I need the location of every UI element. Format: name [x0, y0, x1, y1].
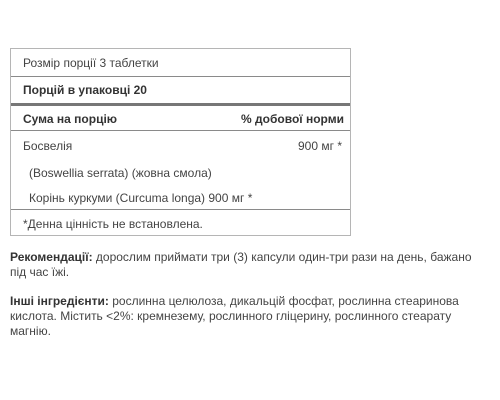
divider	[11, 209, 350, 210]
divider	[11, 76, 350, 77]
recommendations-label: Рекомендації:	[10, 250, 93, 264]
other-ingredients-text: рослинна целюлоза, дикальцій фосфат, рослинна стеаринова кислота. Містить <2%: кремнезему, рослинного гліцерину, рослинного стеарату магнію.	[10, 294, 459, 338]
footnote: *Денна цінність не встановлена.	[23, 217, 203, 231]
servings-per-container: Порцій в упаковці 20	[23, 83, 147, 97]
other-ingredients	[10, 294, 480, 339]
supplement-facts-table	[10, 48, 351, 236]
recommendations-text: дорослим приймати три (3) капсули один-три рази на день, бажано під час їжі.	[10, 250, 472, 279]
thick-divider	[11, 103, 350, 106]
divider	[11, 130, 350, 131]
ingredient-name: Корінь куркуми (Curcuma longa) 900 мг *	[29, 191, 253, 205]
other-ingredients-label: Інші інгредієнти:	[10, 294, 109, 308]
daily-value-header: % добової норми	[241, 112, 344, 126]
amount-per-serving-header: Сума на порцію	[23, 112, 118, 126]
ingredient-amount: 900 мг *	[298, 139, 342, 153]
ingredient-name: Босвелія	[23, 139, 73, 153]
ingredient-name: (Boswellia serrata) (жовна смола)	[29, 166, 212, 180]
serving-size: Розмір порції 3 таблетки	[23, 56, 159, 70]
recommendations	[10, 250, 480, 280]
